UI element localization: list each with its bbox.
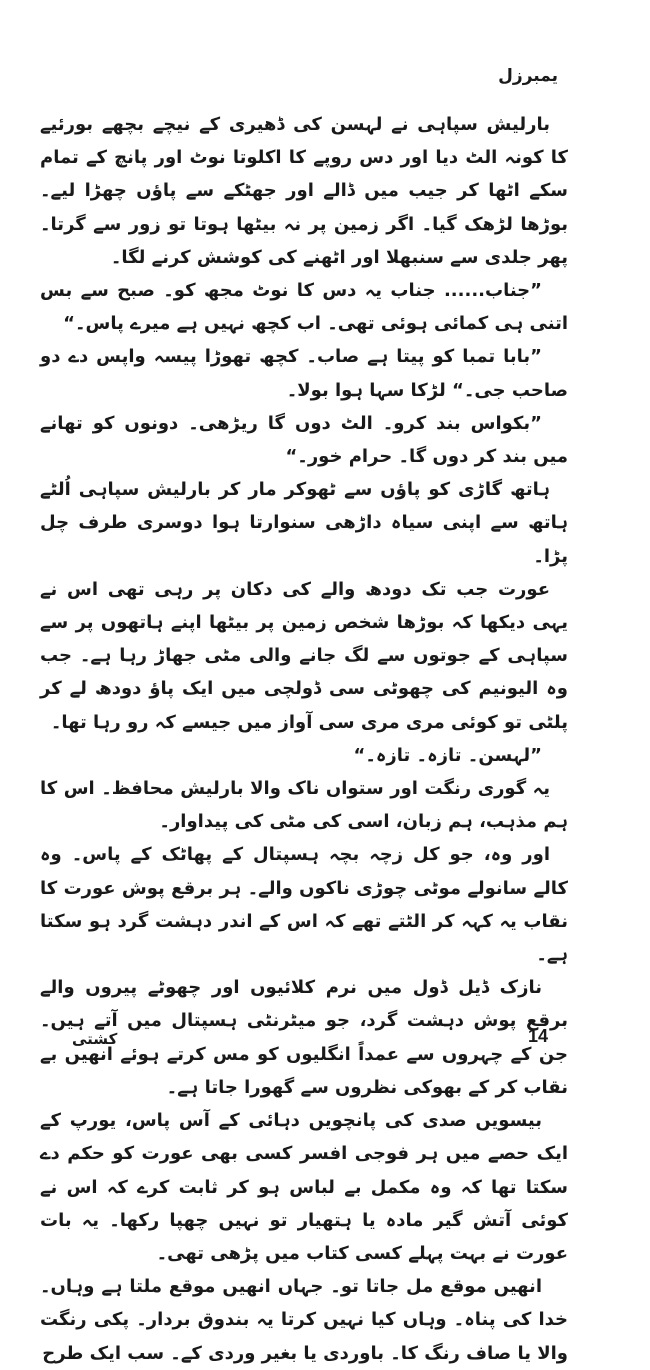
paragraph: انھیں موقع مل جاتا تو۔ جہاں انھیں موقع ملتا ہے وہاں۔ خدا کی پناہ۔ وہاں کیا نہیں کرتا یہ بندوق بردار۔ پکی رنگت والا یا صاف رنگ کا۔ باوردی یا بغیر وردی کے۔ سب ایک طرح: [40, 1276, 568, 1364]
page-header-title: یمبرزل: [498, 66, 558, 86]
paragraph: ہاتھ گاڑی کو پاؤں سے ٹھوکر مار کر بارلیش سپاہی اُلٹے ہاتھ سے اپنی سیاہ داڑھی سنوارتا ہوا دوسری طرف چل پڑا۔: [40, 479, 568, 567]
paragraph: ”بکواس بند کرو۔ الٹ دوں گا ریڑھی۔ دونوں کو تھانے میں بند کر دوں گا۔ حرام خور۔“: [40, 412, 568, 468]
footer-book-title: کشتی: [72, 1030, 118, 1048]
body-text: [40, 108, 568, 1370]
paragraph: نازک ڈیل ڈول میں نرم کلائیوں اور چھوٹے پیروں والے برقع پوش دہشت گرد، جو میٹرنٹی ہسپتال میں آتے ہیں۔ جن کے چہروں سے عمداً انگلیوں کو مس کرتے ہوئے انھیں بے نقاب کر کے بھوکی نظروں سے گھورا جاتا ہے۔: [40, 977, 568, 1098]
paragraph: اور وہ، جو کل زچہ بچہ ہسپتال کے پھاٹک کے پاس۔ وہ کالے سانولے موٹی چوڑی ناکوں والے۔ ہر برقع پوش عورت کا نقاب یہ کہہ کر الٹتے تھے کہ اس کے اندر دہشت گرد ہو سکتا ہے۔: [40, 844, 568, 966]
paragraph: بیسویں صدی کی پانچویں دہائی کے آس پاس، یورپ کے ایک حصے میں ہر فوجی افسر کسی بھی عورت کو حکم دے سکتا تھا کہ وہ مکمل بے لباس ہو کر ثابت کرے کہ اس نے کوئی آتش گیر مادہ یا ہتھیار تو نہیں چھپا رکھا۔ یہ بات عورت نے بہت پہلے کسی کتاب میں پڑھی تھی۔: [40, 1110, 568, 1264]
paragraph: عورت جب تک دودھ والے کی دکان پر رہی تھی اس نے یہی دیکھا کہ بوڑھا شخص زمین پر بیٹھا اپنے ہاتھوں پر سے سپاہی کے جوتوں سے لگ جانے والی مٹی جھاڑ رہا ہے۔ جب وہ الیونیم کی چھوٹی سی ڈولچی میں ایک پاؤ دودھ لے کر پلٹی تو کوئی مری مری سی آواز میں جیسے کہ رو رہا تھا۔: [40, 578, 568, 733]
paragraph: ”جناب...... جناب یہ دس کا نوٹ مجھ کو۔ صبح سے بس اتنی ہی کمائی ہوئی تھی۔ اب کچھ نہیں ہے میرے پاس۔“: [40, 280, 568, 335]
paragraph: ”بابا تمبا کو پیتا ہے صاب۔ کچھ تھوڑا پیسہ واپس دے دو صاحب جی۔“ لڑکا سہا ہوا بولا۔: [40, 346, 568, 401]
page-number: 14: [528, 1026, 549, 1046]
paragraph: یہ گوری رنگت اور ستواں ناک والا بارلیش محافظ۔ اس کا ہم مذہب، ہم زبان، اسی کی مٹی کی پیداوار۔: [40, 778, 568, 833]
paragraph: بارلیش سپاہی نے لہسن کی ڈھیری کے نیچے بچھے بورئیے کا کونہ الٹ دیا اور دس روپے کا اکلوتا نوٹ اور پانچ کے تمام سکے اٹھا کر جیب میں ڈالے اور جھٹکے سے پاؤں چھڑا لیے۔ بوڑھا لڑھک گیا۔ اگر زمین پر نہ بیٹھا ہوتا تو زور سے گرتا۔ پھر جلدی سے سنبھلا اور اٹھنے کی کوشش کرنے لگا۔: [40, 114, 568, 268]
paragraph: ”لہسن۔ تازہ۔ تازہ۔“: [353, 744, 542, 766]
